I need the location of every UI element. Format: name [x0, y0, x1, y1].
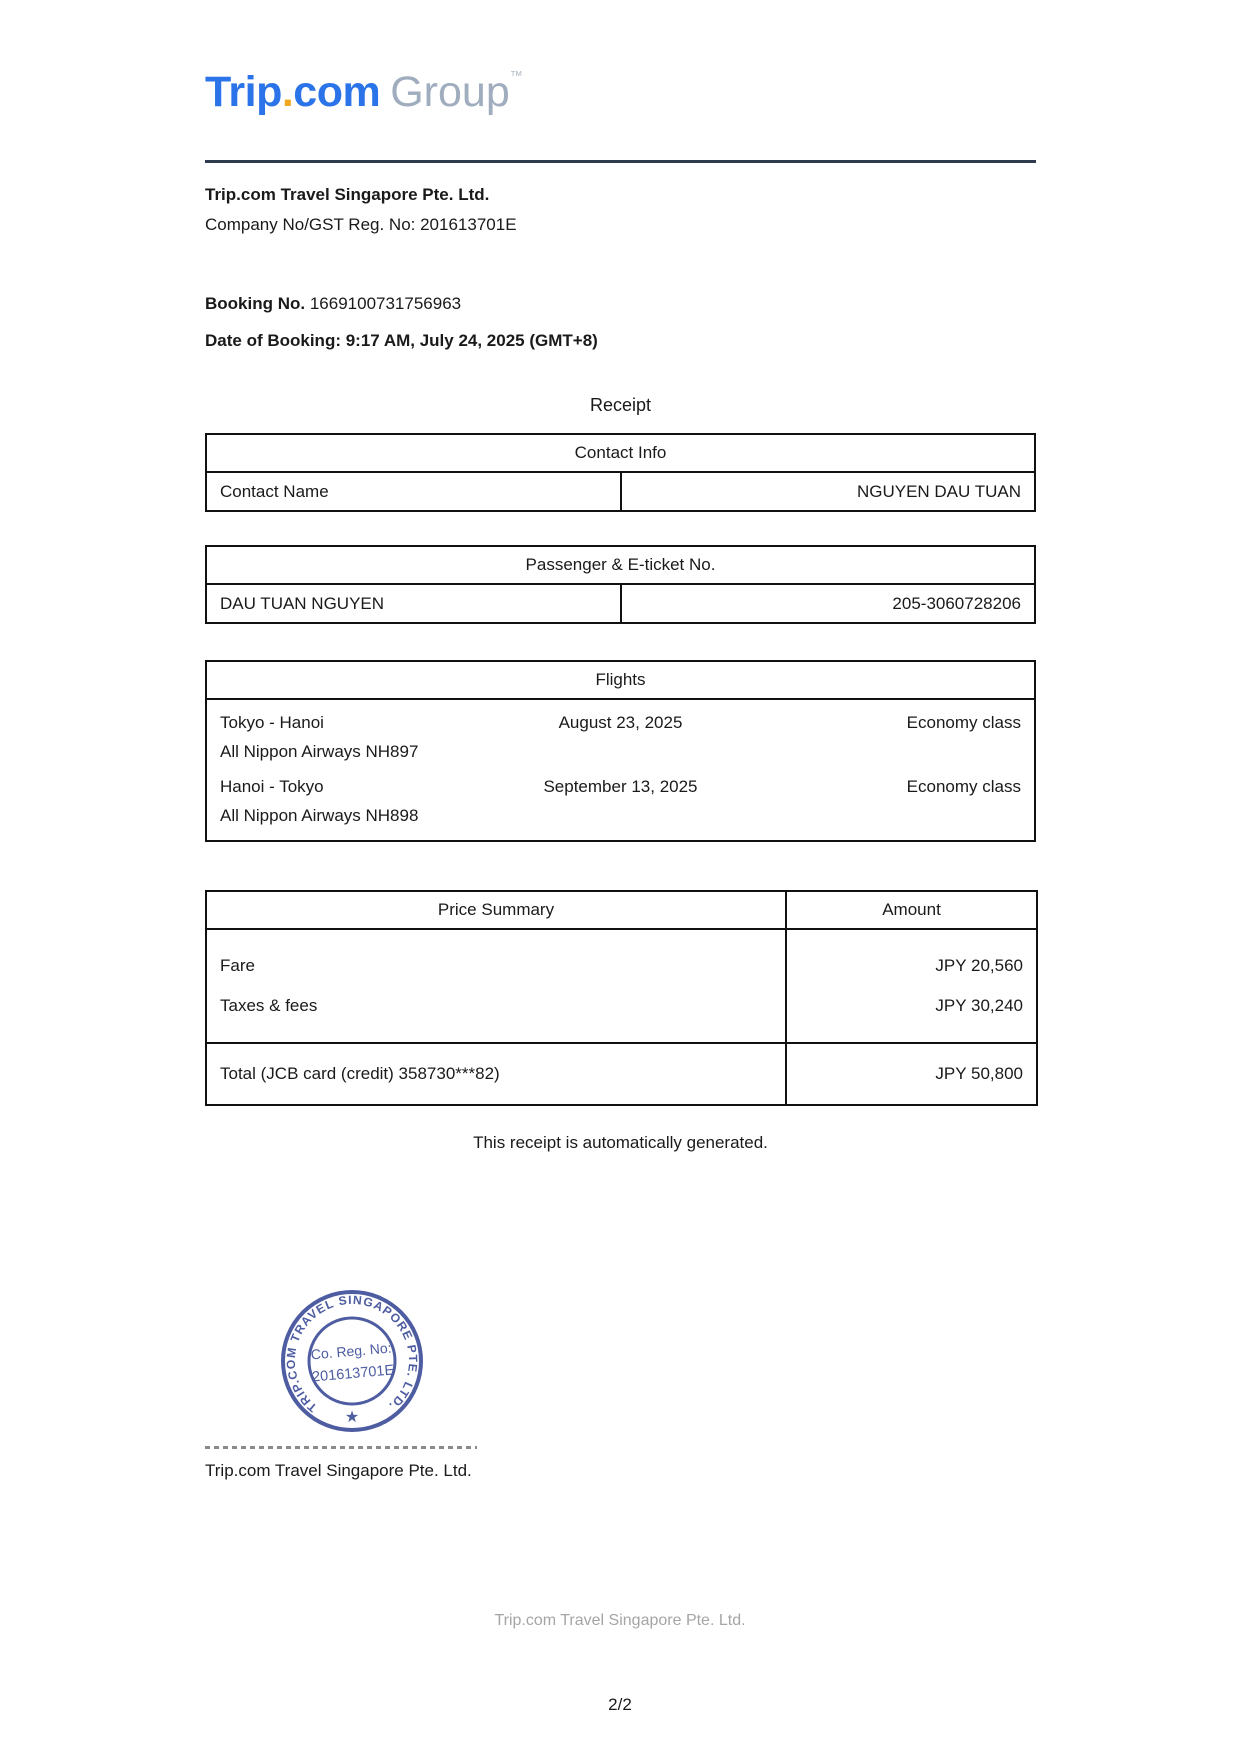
flight-airline: All Nippon Airways NH897 — [220, 742, 419, 761]
booking-number-value: 1669100731756963 — [309, 294, 462, 313]
flight-date: August 23, 2025 — [558, 713, 683, 732]
booking-number-label: Booking No. — [205, 294, 306, 313]
price-amounts-cell — [786, 929, 1037, 1043]
logo-dot: . — [281, 68, 294, 116]
contact-info-table — [205, 433, 1036, 512]
stamp-reg-label: Co. Reg. No: — [310, 1339, 393, 1363]
stamp-star-icon: ★ — [344, 1409, 360, 1426]
price-labels-cell — [206, 929, 786, 1043]
eticket-number: 205-3060728206 — [621, 584, 1036, 623]
contact-name-value: NGUYEN DAU TUAN — [621, 472, 1036, 511]
header-rule — [205, 160, 1036, 163]
passenger-header-row — [206, 546, 1035, 584]
signature-company-name: Trip.com Travel Singapore Pte. Ltd. — [205, 1461, 472, 1480]
company-registration: Company No/GST Reg. No: 201613701E — [205, 215, 517, 234]
fare-label: Fare — [220, 956, 255, 975]
passenger-eticket-table — [205, 545, 1036, 624]
amount-header: Amount — [786, 891, 1037, 929]
flight-route: Hanoi - Tokyo — [220, 777, 324, 796]
stamp-ring-text: TRIP.COM TRAVEL SINGAPORE PTE. LTD. — [283, 1292, 421, 1415]
fare-amount: JPY 20,560 — [935, 956, 1023, 975]
price-summary-header: Price Summary — [206, 891, 786, 929]
logo-text-trip: Trip — [205, 68, 282, 116]
flight-route: Tokyo - Hanoi — [220, 713, 324, 732]
flights-table — [205, 660, 1036, 842]
contact-name-label: Contact Name — [206, 472, 621, 511]
contact-info-header: Contact Info — [206, 434, 1035, 472]
page-title: Receipt — [589, 395, 652, 415]
table-row — [206, 472, 1035, 511]
signature-dashed-line — [205, 1446, 477, 1449]
flights-body-cell — [206, 699, 1035, 841]
tripcom-group-logo — [205, 68, 522, 117]
price-summary-header-row — [206, 891, 1037, 929]
taxes-fees-amount: JPY 30,240 — [935, 996, 1023, 1015]
flight-cabin-class: Economy class — [906, 777, 1021, 796]
company-name: Trip.com Travel Singapore Pte. Ltd. — [205, 185, 490, 204]
passenger-eticket-header: Passenger & E-ticket No. — [206, 546, 1035, 584]
total-amount: JPY 50,800 — [786, 1043, 1037, 1105]
flights-body-row — [206, 699, 1035, 841]
flight-date: September 13, 2025 — [543, 777, 698, 796]
booking-date-line: Date of Booking: 9:17 AM, July 24, 2025 (GMT+8) — [205, 331, 598, 350]
price-summary-table — [205, 890, 1038, 1106]
contact-info-header-row — [206, 434, 1035, 472]
stamp-reg-number: 201613701E — [311, 1362, 395, 1386]
total-row — [206, 1043, 1037, 1105]
flight-airline: All Nippon Airways NH898 — [220, 806, 419, 825]
logo-text-com: com — [293, 68, 381, 116]
logo-text-group: Group — [390, 68, 510, 116]
table-row — [206, 584, 1035, 623]
total-label: Total (JCB card (credit) 358730***82) — [206, 1043, 786, 1105]
trademark-symbol: ™ — [509, 68, 523, 83]
auto-generated-note: This receipt is automatically generated. — [473, 1133, 768, 1152]
taxes-fees-label: Taxes & fees — [220, 996, 318, 1015]
booking-number-line — [205, 294, 461, 314]
flight-cabin-class: Economy class — [906, 713, 1021, 732]
flights-header: Flights — [206, 661, 1035, 699]
company-stamp — [277, 1286, 427, 1436]
flight-segment — [220, 772, 1021, 830]
price-summary-body-row — [206, 929, 1037, 1043]
flights-header-row — [206, 661, 1035, 699]
footer-company-name: Trip.com Travel Singapore Pte. Ltd. — [494, 1612, 746, 1629]
flight-segment — [220, 708, 1021, 766]
page-number: 2/2 — [608, 1695, 632, 1714]
passenger-name: DAU TUAN NGUYEN — [206, 584, 621, 623]
